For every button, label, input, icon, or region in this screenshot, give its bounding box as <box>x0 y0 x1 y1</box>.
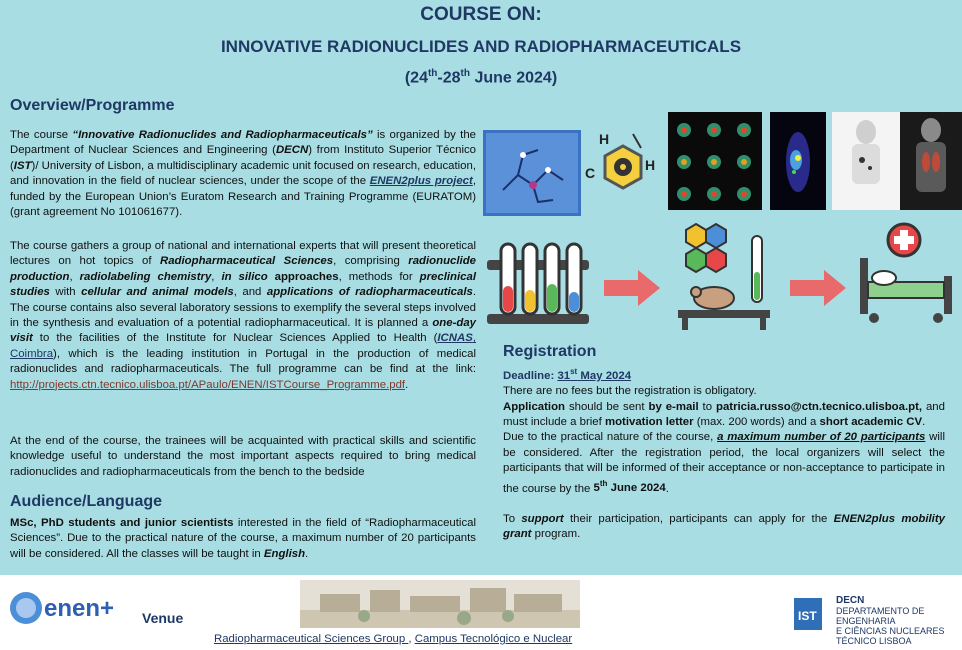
svg-text:C: C <box>585 165 596 181</box>
radioactive-hexagon-icon <box>585 128 661 208</box>
registration-fees: There are no fees but the registration is obligatory. <box>503 385 757 398</box>
arrow-right-icon <box>604 268 660 308</box>
ist-logo <box>790 596 830 632</box>
registration-selection: Due to the practical nature of the course, a maximum number of 20 participants will be considered. After the registration period, the local organizers will select the participants that will be informed of their acceptance or non-acceptance to participate in the course by the 5th June 2024. <box>503 431 945 495</box>
svg-text:H: H <box>599 131 610 147</box>
registration-heading: Registration <box>503 343 597 360</box>
coimbra-link[interactable]: , Coimbra <box>10 332 476 360</box>
registration-application: Application should be sent by e-mail to patricia.russo@ctn.tecnico.ulisboa.pt, and must include a brief motivation letter (max. 200 words) and a short academic CV. <box>503 400 945 429</box>
molecule-structure-image <box>483 130 581 216</box>
svg-text:H: H <box>645 157 656 173</box>
enen-logo <box>4 584 130 634</box>
contact-email[interactable]: patricia.russo@ctn.tecnico.ulisboa.pt, <box>715 400 923 413</box>
course-dates: (24th-28th June 2024) <box>404 68 558 87</box>
icnas-link[interactable]: ICNAS <box>437 332 473 345</box>
animal-imaging-image <box>770 112 826 210</box>
course-label: COURSE ON: <box>420 4 542 25</box>
hospital-bed-icon <box>856 222 956 326</box>
svg-text:enen+: enen+ <box>44 595 115 622</box>
registration-text <box>503 364 945 543</box>
venue-links: Radiopharmaceutical Sciences Group , Campus Tecnológico e Nuclear <box>214 633 573 645</box>
radiopharmaceutical-group-link[interactable]: Radiopharmaceutical Sciences Group <box>214 633 409 645</box>
campus-link[interactable]: Campus Tecnológico e Nuclear <box>414 633 573 645</box>
audience-paragraph: MSc, PhD students and junior scientists interested in the field of “Radiopharmaceutical Sciences”. Due to the practical nature of the course, a maximum number of 20 participants will be considered. All the classes will be taught in English. <box>10 517 477 560</box>
body-scan-image <box>832 112 962 210</box>
enen2plus-link[interactable]: ENEN2plus project <box>369 175 473 188</box>
overview-heading: Overview/Programme <box>10 97 175 114</box>
overview-paragraph-1: The course “Innovative Radionuclides and Radiopharmaceuticals” is organized by the Department of Nuclear Sciences and Engineering (DECN) from Instituto Superior Técnico (IST)/ University of Lisbon, a multidisciplinary academic unit focused on research, education, and innovation in the field of nuclear sciences, under the scope of the ENEN2plus project, funded by the European Union’s Euratom Research and Training Programme (EURATOM) (grant agreement No 101061677). <box>10 129 477 219</box>
programme-url[interactable]: http://projects.ctn.tecnico.ulisboa.pt/APaulo/ENEN/ISTCourse_Programme.pdf <box>10 378 406 391</box>
audience-heading: Audience/Language <box>10 493 163 510</box>
registration-support: To support their participation, participants can apply for the ENEN2plus mobility grant program. <box>503 512 945 541</box>
pet-scan-image <box>668 112 762 210</box>
overview-paragraph-3: At the end of the course, the trainees will be acquainted with practical skills and scientific knowledge useful to understand the most important aspects required to bring medical radionuclides and radiopharmaceuticals from the bench to the bedside <box>10 435 476 478</box>
decn-label: DECN DEPARTAMENTO DE ENGENHARIA E CIÊNCIAS NUCLEARES TÉCNICO LISBOA <box>836 595 945 646</box>
course-title: INNOVATIVE RADIONUCLIDES AND RADIOPHARMACEUTICALS <box>220 37 742 56</box>
campus-aerial-image <box>300 580 580 628</box>
test-tubes-icon <box>483 240 593 330</box>
overview-paragraph-2: The course gathers a group of national and international experts that will present theoretical lectures on hot topics of Radiopharmaceutical Sciences, comprising radionuclide production, radiolabeling chemistry, in silico approaches, methods for preclinical studies with cellular and animal models, and applications of radiopharmaceuticals. The course contains also several laboratory sessions to exemplify the several steps involved in the synthesis and evaluation of a potential radiopharmaceutical. It is planned a one-day visit to the facilities of the Institute for Nuclear Sciences Applied to Health (ICNAS, Coimbra), which is the leading institution in Portugal in the production of medical radionuclides and radiopharmaceuticals. The full programme can be find at the link: http://projects.ctn.tecnico.ulisboa.pt/APaulo/ENEN/ISTCourse_Programme.pdf. <box>10 240 476 391</box>
venue-label: Venue <box>142 610 184 626</box>
svg-text:IST: IST <box>798 609 817 623</box>
registration-deadline: Deadline: 31st May 2024 <box>503 367 632 382</box>
arrow-right-icon <box>790 268 846 308</box>
lab-mouse-icon <box>674 222 774 332</box>
